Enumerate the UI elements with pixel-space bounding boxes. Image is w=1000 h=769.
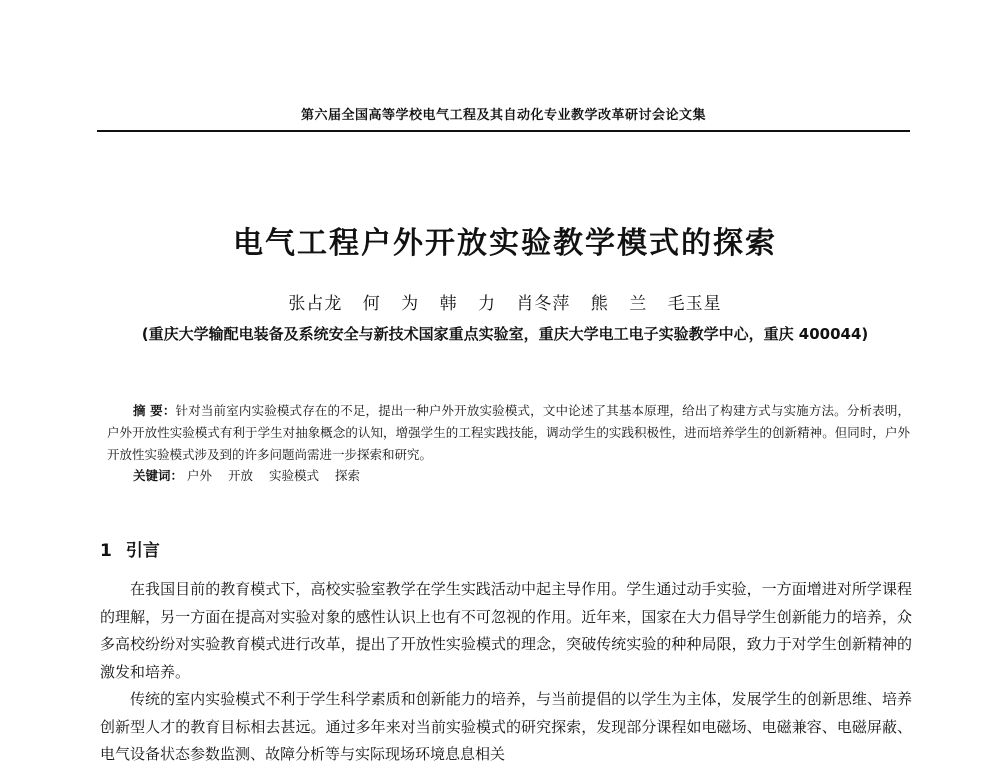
section-title: 引言 (125, 541, 160, 561)
paragraph: 传统的室内实验模式不利于学生科学素质和创新能力的培养，与当前提倡的以学生为主体，发展学生的创新思维、培养创新型人才的教育目标相去甚远。通过多年来对当前实验模式的研究探索，发现部分课程如电磁场、电磁兼容、电磁屏蔽、电气设备状态参数监测、故障分析等与实际现场环境息息相关 (100, 690, 912, 763)
keyword: 户外 (187, 468, 213, 483)
running-header: 第六届全国高等学校电气工程及其自动化专业教学改革研讨会论文集 (300, 108, 706, 123)
keywords (133, 466, 833, 486)
affiliation: (重庆大学输配电装备及系统安全与新技术国家重点实验室，重庆大学电工电子实验教学中心，重庆 400044) (141, 325, 869, 343)
author-list: 张占龙 何 为 韩 力 肖冬萍 熊 兰 毛玉星 (288, 294, 722, 314)
paragraph: 在我国目前的教育模式下，高校实验室教学在学生实践活动中起主导作用。学生通过动手实验，一方面增进对所学课程的理解，另一方面在提高对实验对象的感性认识上也有不可忽视的作用。近年来，国家在大力倡导学生创新能力的培养，众多高校纷纷对实验教育模式进行改革，提出了开放性实验模式的理念，突破传统实验的种种局限，致力于对学生创新精神的激发和培养。 (100, 580, 912, 681)
keyword: 实验模式 (269, 468, 320, 483)
header-rule (97, 130, 910, 132)
abstract-label: 摘 要： (133, 403, 176, 418)
keyword: 开放 (228, 468, 254, 483)
abstract (107, 400, 910, 466)
section-heading (100, 536, 160, 561)
keyword: 探索 (335, 468, 361, 483)
body-text (100, 576, 912, 769)
paper-title: 电气工程户外开放实验教学模式的探索 (233, 226, 777, 261)
keywords-label: 关键词： (133, 468, 184, 483)
abstract-text: 针对当前室内实验模式存在的不足，提出一种户外开放实验模式，文中论述了其基本原理，给出了构建方式与实施方法。分析表明，户外开放性实验模式有利于学生对抽象概念的认知，增强学生的工程实践技能，调动学生的实践积极性，进而培养学生的创新精神。但同时，户外开放性实验模式涉及到的许多问题尚需进一步探索和研究。 (107, 403, 910, 462)
section-number: 1 (100, 541, 112, 561)
